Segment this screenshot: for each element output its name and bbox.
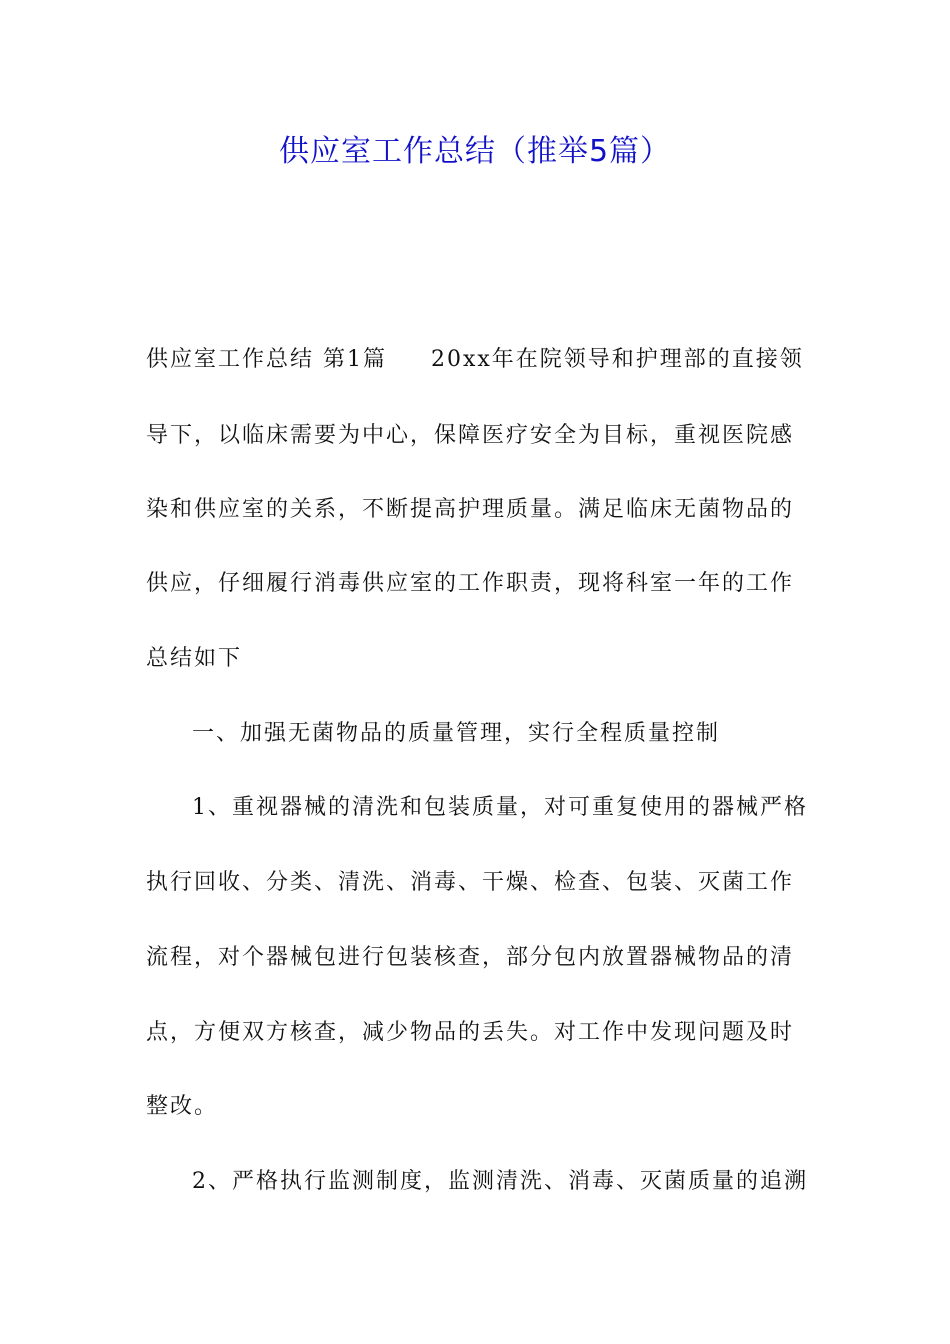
section-heading: 供应室工作总结 第1篇 [146,347,387,372]
paragraph-line: 供应，仔细履行消毒供应室的工作职责，现将科室一年的工作 [146,571,795,596]
paragraph-line [146,342,806,378]
paragraph-line: 导下，以临床需要为中心，保障医疗安全为目标，重视医院感 [146,423,795,448]
paragraph-line: 染和供应室的关系，不断提高护理质量。满足临床无菌物品的 [146,497,795,522]
paragraph-line: 总结如下 [146,646,243,671]
paragraph-line: 流程，对个器械包进行包装核查，部分包内放置器械物品的清 [146,945,795,970]
paragraph-line: 执行回收、分类、清洗、消毒、干燥、检查、包装、灭菌工作 [146,870,795,895]
paragraph-text: 20xx年在院领导和护理部的直接领 [431,347,804,372]
paragraph-line: 整改。 [146,1094,219,1119]
paragraph-line: 1、重视器械的清洗和包装质量，对可重复使用的器械严格 [192,795,808,820]
paragraph-line: 点，方便双方核查，减少物品的丢失。对工作中发现问题及时 [146,1020,795,1045]
section-heading: 一、加强无菌物品的质量管理，实行全程质量控制 [192,721,721,746]
paragraph-line: 2、严格执行监测制度，监测清洗、消毒、灭菌质量的追溯 [192,1169,808,1194]
document-title: 供应室工作总结（推举5篇） [278,134,672,169]
